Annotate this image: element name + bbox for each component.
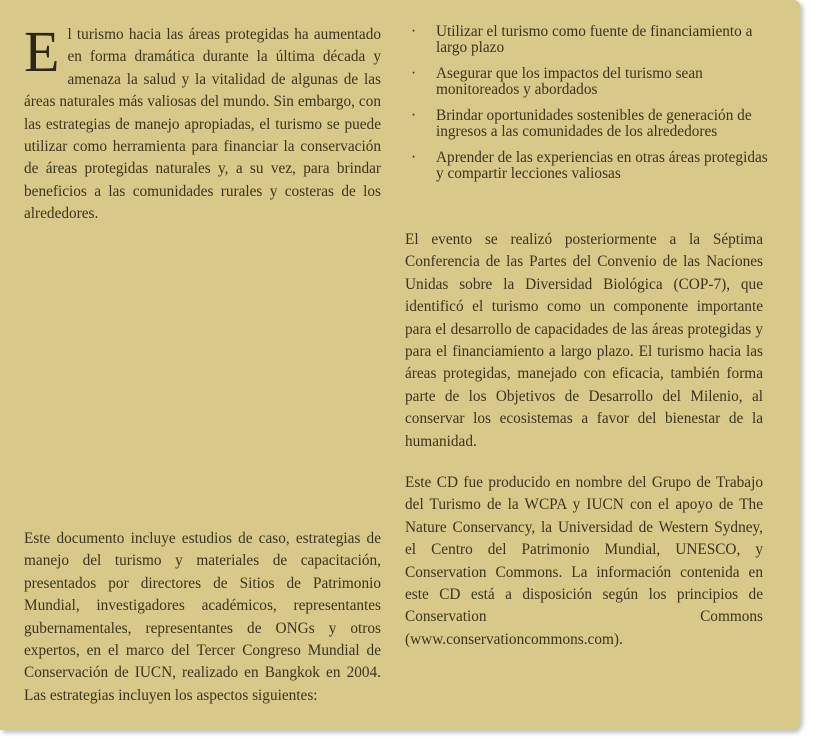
cd-credits-paragraph: Este CD fue producido en nombre del Grupo de Trabajo del Turismo de la WCPA y IUCN con el apoyo de The Nature Conservancy, la Universidad de Western Sydney, el Centro del Patrimonio Mundial, UNESCO, y Conservation Commons. La información contenida en este CD está a disposición según los principios de Conservation Commons (www.conservationcommons.com).: [405, 474, 763, 648]
strategy-item: [411, 150, 771, 181]
strategy-text: Aprender de las experiencias en otras áreas protegidas y compartir lecciones valiosas: [436, 149, 768, 182]
intro-text: l turismo hacia las áreas protegidas ha aumentado en forma dramática durante la última década y amenaza la salud y la vitalidad de algunas de las áreas naturales más valiosas del mundo. Sin embargo, con las estrategias de manejo apropiadas, el turismo se puede utilizar como herramienta para financiar la conservación de áreas protegidas naturales y, a su vez, para brindar beneficios a las comunidades rurales y costeras de los alrededores.: [24, 26, 381, 223]
event-paragraph: El evento se realizó posteriormente a la Séptima Conferencia de las Partes del Convenio de las Naciones Unidas sobre la Diversidad Biológica (COP-7), que identificó el turismo como un componente importante para el desarrollo de capacidades de las áreas protegidas y para el financiamiento a largo plazo. El turismo hacia las áreas protegidas, manejado con eficacia, también forma parte de los Objetivos de Desarrollo del Milenio, al conservar los ecosistemas a favor del bienestar de la humanidad.: [405, 231, 763, 450]
strategy-text: Utilizar el turismo como fuente de financiamiento a largo plazo: [436, 23, 753, 56]
bullet-mark: ·: [411, 23, 417, 40]
bullet-mark: ·: [411, 107, 417, 124]
document-paragraph: Este documento incluye estudios de caso, estrategias de manejo del turismo y materiales de capacitación, presentados por directores de Sitios de Patrimonio Mundial, investigadores académicos, representantes gubernamentales, representantes de ONGs y otros expertos, en el marco del Tercer Congreso Mundial de Conservación de IUCN, realizado en Bangkok en 2004. Las estrategias incluyen los aspectos siguientes:: [24, 530, 381, 704]
strategy-item: [411, 66, 771, 97]
strategy-item: [411, 24, 771, 55]
strategy-item: [411, 108, 771, 139]
intro-paragraph: [24, 19, 381, 226]
strategy-text: Asegurar que los impactos del turismo sean monitoreados y abordados: [436, 65, 703, 98]
bullet-mark: ·: [411, 65, 417, 82]
bullet-mark: ·: [411, 149, 417, 166]
strategy-list: [411, 24, 771, 192]
drop-cap: E: [24, 19, 60, 84]
strategy-text: Brindar oportunidades sostenibles de generación de ingresos a las comunidades de los alrededores: [436, 107, 752, 140]
